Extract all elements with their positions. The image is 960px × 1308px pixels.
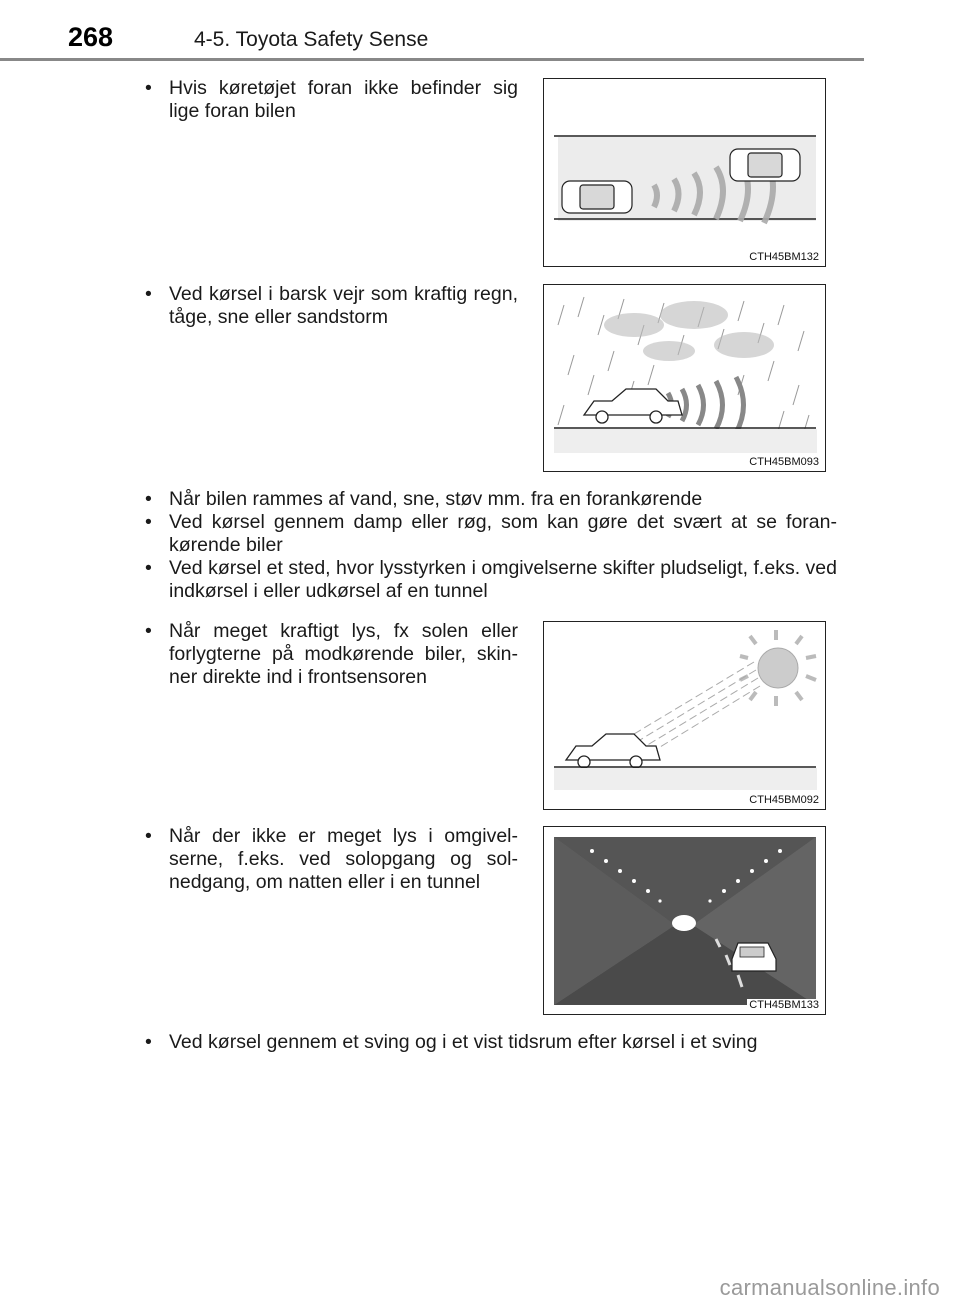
figure-code: CTH45BM092 <box>749 794 819 806</box>
bullet-text: • Ved kørsel gennem damp eller røg, som kan gøre det svært at se foran-kørende biler <box>145 511 837 557</box>
bullet-text: • Når bilen rammes af vand, sne, støv mm. fra en forankørende <box>145 488 837 511</box>
tunnel-illustration <box>544 827 827 1016</box>
header-divider <box>0 58 864 61</box>
bullet-list-item <box>145 283 518 329</box>
bullet-text: • Ved kørsel i barsk vejr som kraftig regn, tåge, sne eller sandstorm <box>145 283 518 329</box>
bullet-text: • Hvis køretøjet foran ikke befinder sig lige foran bilen <box>145 77 518 123</box>
footer-watermark: carmanualsonline.info <box>719 1275 940 1300</box>
figure-bright-light <box>543 621 826 810</box>
page-header <box>0 0 960 62</box>
bullet-text: • Når der ikke er meget lys i omgivel-serne, f.eks. ved solopgang og sol-nedgang, om natten eller i en tunnel <box>145 825 518 894</box>
bullet-text: • Når meget kraftigt lys, fx solen eller forlygterne på modkørende biler, skin-ner direkte ind i frontsensoren <box>145 620 518 689</box>
bullet-text: • Ved kørsel gennem et sving og i et vist tidsrum efter kørsel i et sving <box>145 1031 837 1054</box>
bullet-text: • Ved kørsel et sted, hvor lysstyrken i omgivelserne skifter pludseligt, f.eks. ved indkørsel i eller udkørsel af en tunnel <box>145 557 837 603</box>
section-title: 4-5. Toyota Safety Sense <box>194 28 429 51</box>
bullet-list-item <box>145 620 518 689</box>
figure-tunnel <box>543 826 826 1015</box>
offset-vehicle-illustration <box>544 79 827 268</box>
bullet-list <box>145 488 837 603</box>
bullet-list-item <box>145 1031 837 1054</box>
figure-code: CTH45BM133 <box>749 999 819 1011</box>
figure-code: CTH45BM093 <box>749 456 819 468</box>
figure-bad-weather <box>543 284 826 472</box>
bullet-list-item <box>145 77 518 123</box>
bad-weather-illustration <box>544 285 827 473</box>
page-number: 268 <box>68 22 114 52</box>
bright-light-illustration <box>544 622 827 811</box>
bullet-list-item <box>145 825 518 894</box>
figure-code: CTH45BM132 <box>749 251 819 263</box>
figure-offset-vehicle <box>543 78 826 267</box>
